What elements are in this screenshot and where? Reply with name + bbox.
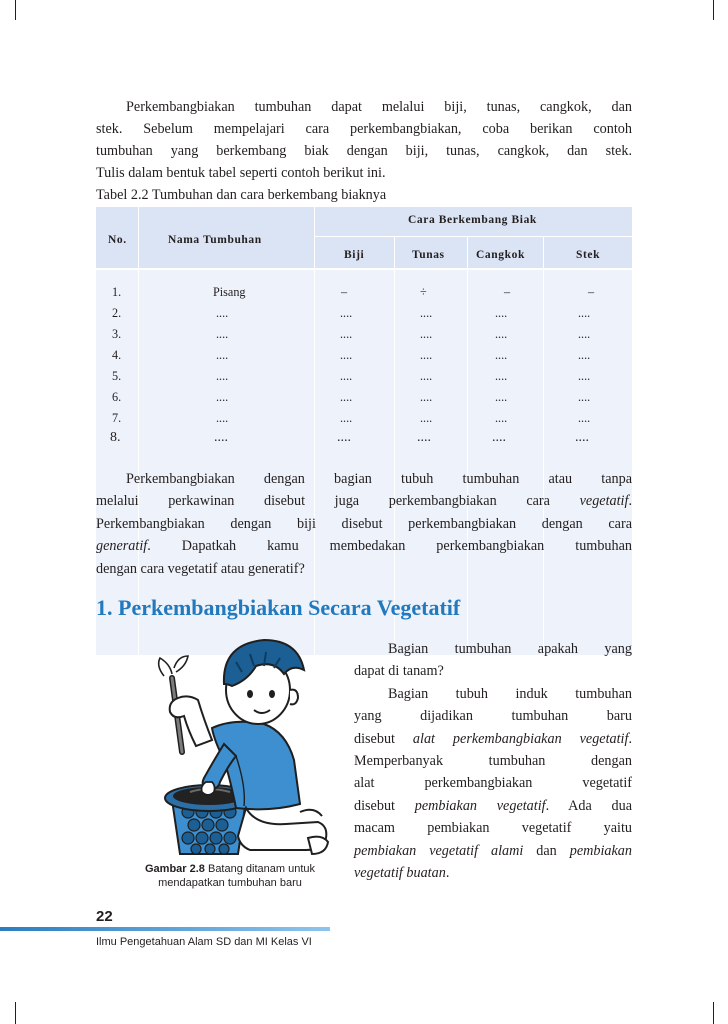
table-row-4-biji: .... <box>340 348 353 362</box>
para2-line-1: Perkembangbiakan dengan bagian tubuh tumbuhan atau tanpa <box>126 471 632 487</box>
table-row-7-cangkok: .... <box>495 411 508 425</box>
header-nama-tumbuhan: Nama Tumbuhan <box>168 234 262 246</box>
table-row-6-nama: .... <box>216 390 229 404</box>
table-row-2-nama: .... <box>216 306 229 320</box>
table-row-8-tunas: .... <box>417 430 431 445</box>
intro-paragraph <box>96 96 632 206</box>
right-line-4: yang dijadikan tumbuhan baru <box>354 708 632 725</box>
term-alat-perkembangbiakan: alat perkembangbiakan vegetatif <box>412 730 629 747</box>
right-line-11: vegetatif buatan. <box>354 865 450 882</box>
boy-planting-illustration <box>150 632 350 858</box>
table-row-8-cangkok: .... <box>492 430 506 445</box>
intro-line-1: Perkembangbiakan tumbuhan dapat melalui biji, tunas, cangkok, dan <box>126 99 632 115</box>
right-line-10: pembiakan vegetatif alami dan pembiakan <box>354 842 632 859</box>
table-row-7-stek: .... <box>578 411 591 425</box>
figure-label: Gambar 2.8 <box>145 863 205 875</box>
table-row-1-nama: Pisang <box>213 285 246 299</box>
table-header <box>96 207 632 268</box>
right-column-text <box>354 638 632 884</box>
table-row-7-tunas: .... <box>420 411 433 425</box>
boy-head <box>224 640 304 724</box>
term-vegetatif: vegetatif <box>579 493 629 510</box>
right-line-2: dapat di tanam? <box>354 663 444 680</box>
table-row-6-biji: .... <box>340 390 353 404</box>
header-tunas: Tunas <box>412 249 445 261</box>
table-row-1-tunas: ÷ <box>420 285 427 299</box>
table-row-2-stek: .... <box>578 306 591 320</box>
table-row-2-biji: .... <box>340 306 353 320</box>
table-row-5-no: 5. <box>112 369 122 383</box>
table-row-3-biji: .... <box>340 327 353 341</box>
table-row-4-tunas: .... <box>420 348 433 362</box>
table-row-6-tunas: .... <box>420 390 433 404</box>
table-row-3-tunas: .... <box>420 327 433 341</box>
header-stek: Stek <box>576 249 601 261</box>
para2-line-5: dengan cara vegetatif atau generatif? <box>96 560 305 577</box>
table-row-8-stek: .... <box>575 430 589 445</box>
right-line-9: macam pembiakan vegetatif yaitu <box>354 820 632 837</box>
crop-mark-top-left <box>15 0 16 20</box>
footer-rule <box>0 927 330 931</box>
table-row-5-tunas: .... <box>420 369 433 383</box>
table-row-8-no: 8. <box>110 430 121 445</box>
table-row-7-no: 7. <box>112 411 122 425</box>
table-row-6-stek: .... <box>578 390 591 404</box>
table-row-3-nama: .... <box>216 327 229 341</box>
right-line-1: Bagian tumbuhan apakah yang <box>388 641 632 657</box>
right-line-7: alat perkembangbiakan vegetatif <box>354 775 632 792</box>
table-row-5-cangkok: .... <box>495 369 508 383</box>
right-line-8: disebut pembiakan vegetatif. Ada dua <box>354 797 633 814</box>
intro-line-3: tumbuhan yang berkembang biak dengan biji, tunas, cangkok, dan stek. <box>96 143 632 159</box>
table-row-3-stek: .... <box>578 327 591 341</box>
table-row-5-biji: .... <box>340 369 353 383</box>
table-row-8-nama: .... <box>214 430 228 445</box>
table-row-5-stek: .... <box>578 369 591 383</box>
header-biji: Biji <box>344 249 365 261</box>
vegetatif-paragraph <box>96 468 632 580</box>
table-caption: Tabel 2.2 Tumbuhan dan cara berkembang biaknya <box>96 187 387 203</box>
table-row-2-tunas: .... <box>420 306 433 320</box>
page-number: 22 <box>96 908 113 925</box>
table-row-1-biji: – <box>341 285 348 299</box>
table-row-5-nama: .... <box>216 369 229 383</box>
crop-mark-bottom-right <box>713 1002 714 1024</box>
table-row-4-cangkok: .... <box>495 348 508 362</box>
intro-line-2: stek. Sebelum mempelajari cara perkembangbiakan, coba berikan contoh <box>96 121 632 137</box>
header-cangkok: Cangkok <box>476 249 525 261</box>
table-row-2-cangkok: .... <box>495 306 508 320</box>
table-row-6-no: 6. <box>112 390 122 404</box>
term-generatif: generatif <box>96 538 148 555</box>
right-line-5: disebut alat perkembangbiakan vegetatif. <box>354 730 632 747</box>
table-row-2-no: 2. <box>112 306 122 320</box>
header-no: No. <box>108 234 127 246</box>
table-row-4-nama: .... <box>216 348 229 362</box>
table-row-3-cangkok: .... <box>495 327 508 341</box>
para2-line-3: Perkembangbiakan dengan biji disebut perkembangbiakan dengan cara <box>96 515 632 532</box>
right-line-6: Memperbanyak tumbuhan dengan <box>354 753 632 770</box>
table-row-3-no: 3. <box>112 327 122 341</box>
table-row-7-biji: .... <box>340 411 353 425</box>
table-row-1-stek: – <box>588 285 595 299</box>
intro-line-4: Tulis dalam bentuk tabel seperti contoh berikut ini. <box>96 165 386 181</box>
table-row-6-cangkok: .... <box>495 390 508 404</box>
header-cara-berkembang-biak: Cara Berkembang Biak <box>408 214 537 226</box>
table-row-1-cangkok: – <box>504 285 511 299</box>
table-row-8-biji: .... <box>337 430 351 445</box>
table-row-4-no: 4. <box>112 348 122 362</box>
right-line-3: Bagian tubuh induk tumbuhan <box>388 685 632 702</box>
section-heading: 1. Perkembangbiakan Secara Vegetatif <box>96 595 461 620</box>
para2-line-4: generatif. Dapatkah kamu membedakan perkembangbiakan tumbuhan <box>96 538 632 555</box>
table-row-1-no: 1. <box>112 285 122 299</box>
footer-book-title: Ilmu Pengetahuan Alam SD dan MI Kelas VI <box>96 936 312 948</box>
figure-caption: Gambar 2.8 Batang ditanam untuk mendapatkan tumbuhan baru <box>145 863 315 889</box>
crop-mark-top-right <box>713 0 714 20</box>
table-row-7-nama: .... <box>216 411 229 425</box>
crop-mark-bottom-left <box>15 1002 16 1024</box>
term-pembiakan-vegetatif: pembiakan vegetatif <box>414 797 546 814</box>
para2-line-2: melalui perkawinan disebut juga perkembangbiakan cara vegetatif. <box>96 493 632 510</box>
table-row-4-stek: .... <box>578 348 591 362</box>
